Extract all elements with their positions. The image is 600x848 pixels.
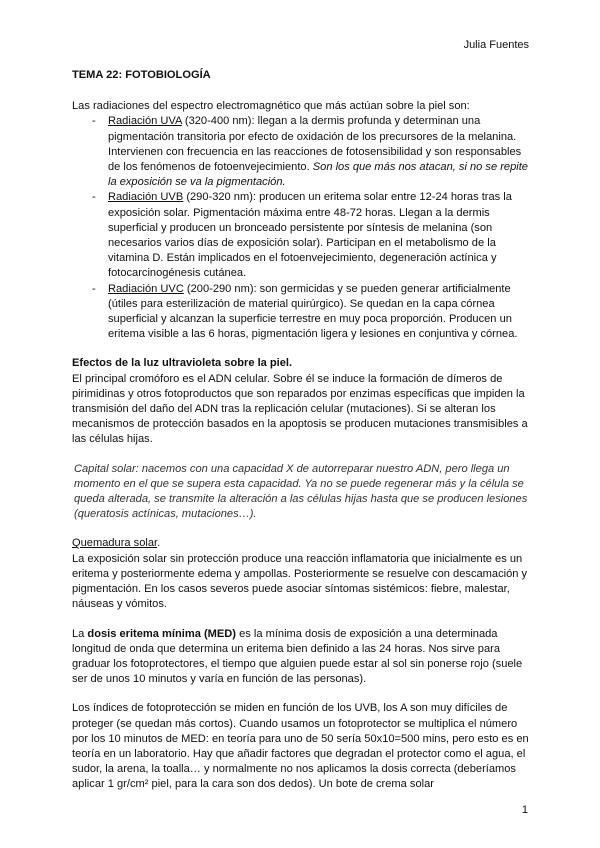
list-item-uva xyxy=(108,114,532,190)
page-title: TEMA 22: FOTOBIOLOGÍA xyxy=(72,69,211,81)
med-paragraph: La dosis eritema mínima (MED) es la mínima dosis de exposición a una determinada longitud de onda que determina un eritema bien definido a las 24 horas. Nos sirve para graduar los fotoprotectores, el tiempo que alguien puede estar al sol sin ponerse rojo (suele ser de unos 10 minutos y varía en función de las personas). xyxy=(72,627,523,686)
section-heading-uv-effects: Efectos de la luz ultravioleta sobre la piel. xyxy=(72,357,293,370)
capital-solar-note: Capital solar: nacemos con una capacidad X de autorreparar nuestro ADN, pero llega un momento en el que se supera esta capacidad. Ya no se puede regenerar más y la célula se queda alterada, se transmite la alteración a las células hijas hasta que se producen lesiones (queratosis actínicas, mutaciones…). xyxy=(74,462,528,521)
document-body xyxy=(72,68,532,793)
page-number: 1 xyxy=(521,803,528,816)
author-name: Julia Fuentes xyxy=(463,39,529,51)
protection-paragraph: Los índices de fotoprotección se miden en función de los UVB, los A son muy difíciles de proteger (se quedan más cortos). Cuando usamos un fotoprotector se multiplica el número por los 10 minutos de MED: en teoría para uno de 50 sería 50x10=500 mins, pero esto es en teoría en un laboratorio. Hay que añadir factores que degradan el protector como el agua, el sudor, la arena, la toalla… y normalmente no nos aplicamos la dosis correcta (deberíamos aplicar 1 gr/cm² piel, para la cara son dos dedos). Un bote de crema solar xyxy=(72,702,529,791)
med-term: dosis eritema mínima (MED) xyxy=(87,627,236,640)
radiation-text: (200-290 nm): son germicidas y se pueden generar artificialmente (útiles para esterilización de material quirúrgico). Se quedan en la capa córnea superficial y alcanzan la superficie terrestre en muy poca proporción. Producen un eritema visible a las 6 horas, pigmentación ligera y lesiones en conjuntiva y córnea. xyxy=(108,282,518,341)
uv-effects-paragraph: El principal cromóforo es el ADN celular. Sobre él se induce la formación de dímeros de pirimidinas y otros fotoproductos que son reparados por enzimas específicas que impiden la transmisión del daño del ADN tras la replicación celular (mutaciones). Si se alteran los mecanismos de protección basados en la apoptosis se producen mutaciones transmisibles a las células hijas. xyxy=(72,372,528,446)
radiation-text: (320-400 nm): llegan a la dermis profunda y determinan una pigmentación transitoria por efecto de oxidación de los precursores de la melanina. Intervienen con frecuencia en las reacciones de fotosensibilidad y son responsables de los fenómenos de fotoenvejecimiento. xyxy=(108,115,522,174)
sunburn-paragraph: La exposición solar sin protección produce una reacción inflamatoria que inicialmente es un eritema y posteriormente edema y ampollas. Posteriormente se resuelve con descamación y pigmentación. En los casos severos puede asociar síntomas sistémicos: fiebre, malestar, náuseas y vómitos. xyxy=(72,552,528,611)
intro-paragraph: Las radiaciones del espectro electromagnético que más actúan sobre la piel son: xyxy=(72,100,470,113)
list-item-uvc xyxy=(108,282,532,343)
radiation-list xyxy=(72,114,532,342)
radiation-note: Son los que más nos atacan, si no se repite la exposición se va la pigmentación. xyxy=(108,161,528,189)
list-item-uvb xyxy=(108,190,532,281)
radiation-text: (290-320 nm): producen un eritema solar entre 12-24 horas tras la exposición solar. Pigmentación máxima entre 48-72 horas. Llegan a la dermis superficial y producen un bronceado persistente por síntesis de melanina (son necesarios varios días de exposición solar). Participan en el metabolismo de la vitamina D. Están implicados en el fotoenvejecimiento, degeneración actínica y fotocarcinogénesis cutánea. xyxy=(108,191,512,280)
section-heading-sunburn: Quemadura solar. xyxy=(72,537,161,550)
radiation-name: Radiación UVC xyxy=(108,282,184,295)
radiation-name: Radiación UVB xyxy=(108,191,184,204)
radiation-name: Radiación UVA xyxy=(108,115,182,128)
